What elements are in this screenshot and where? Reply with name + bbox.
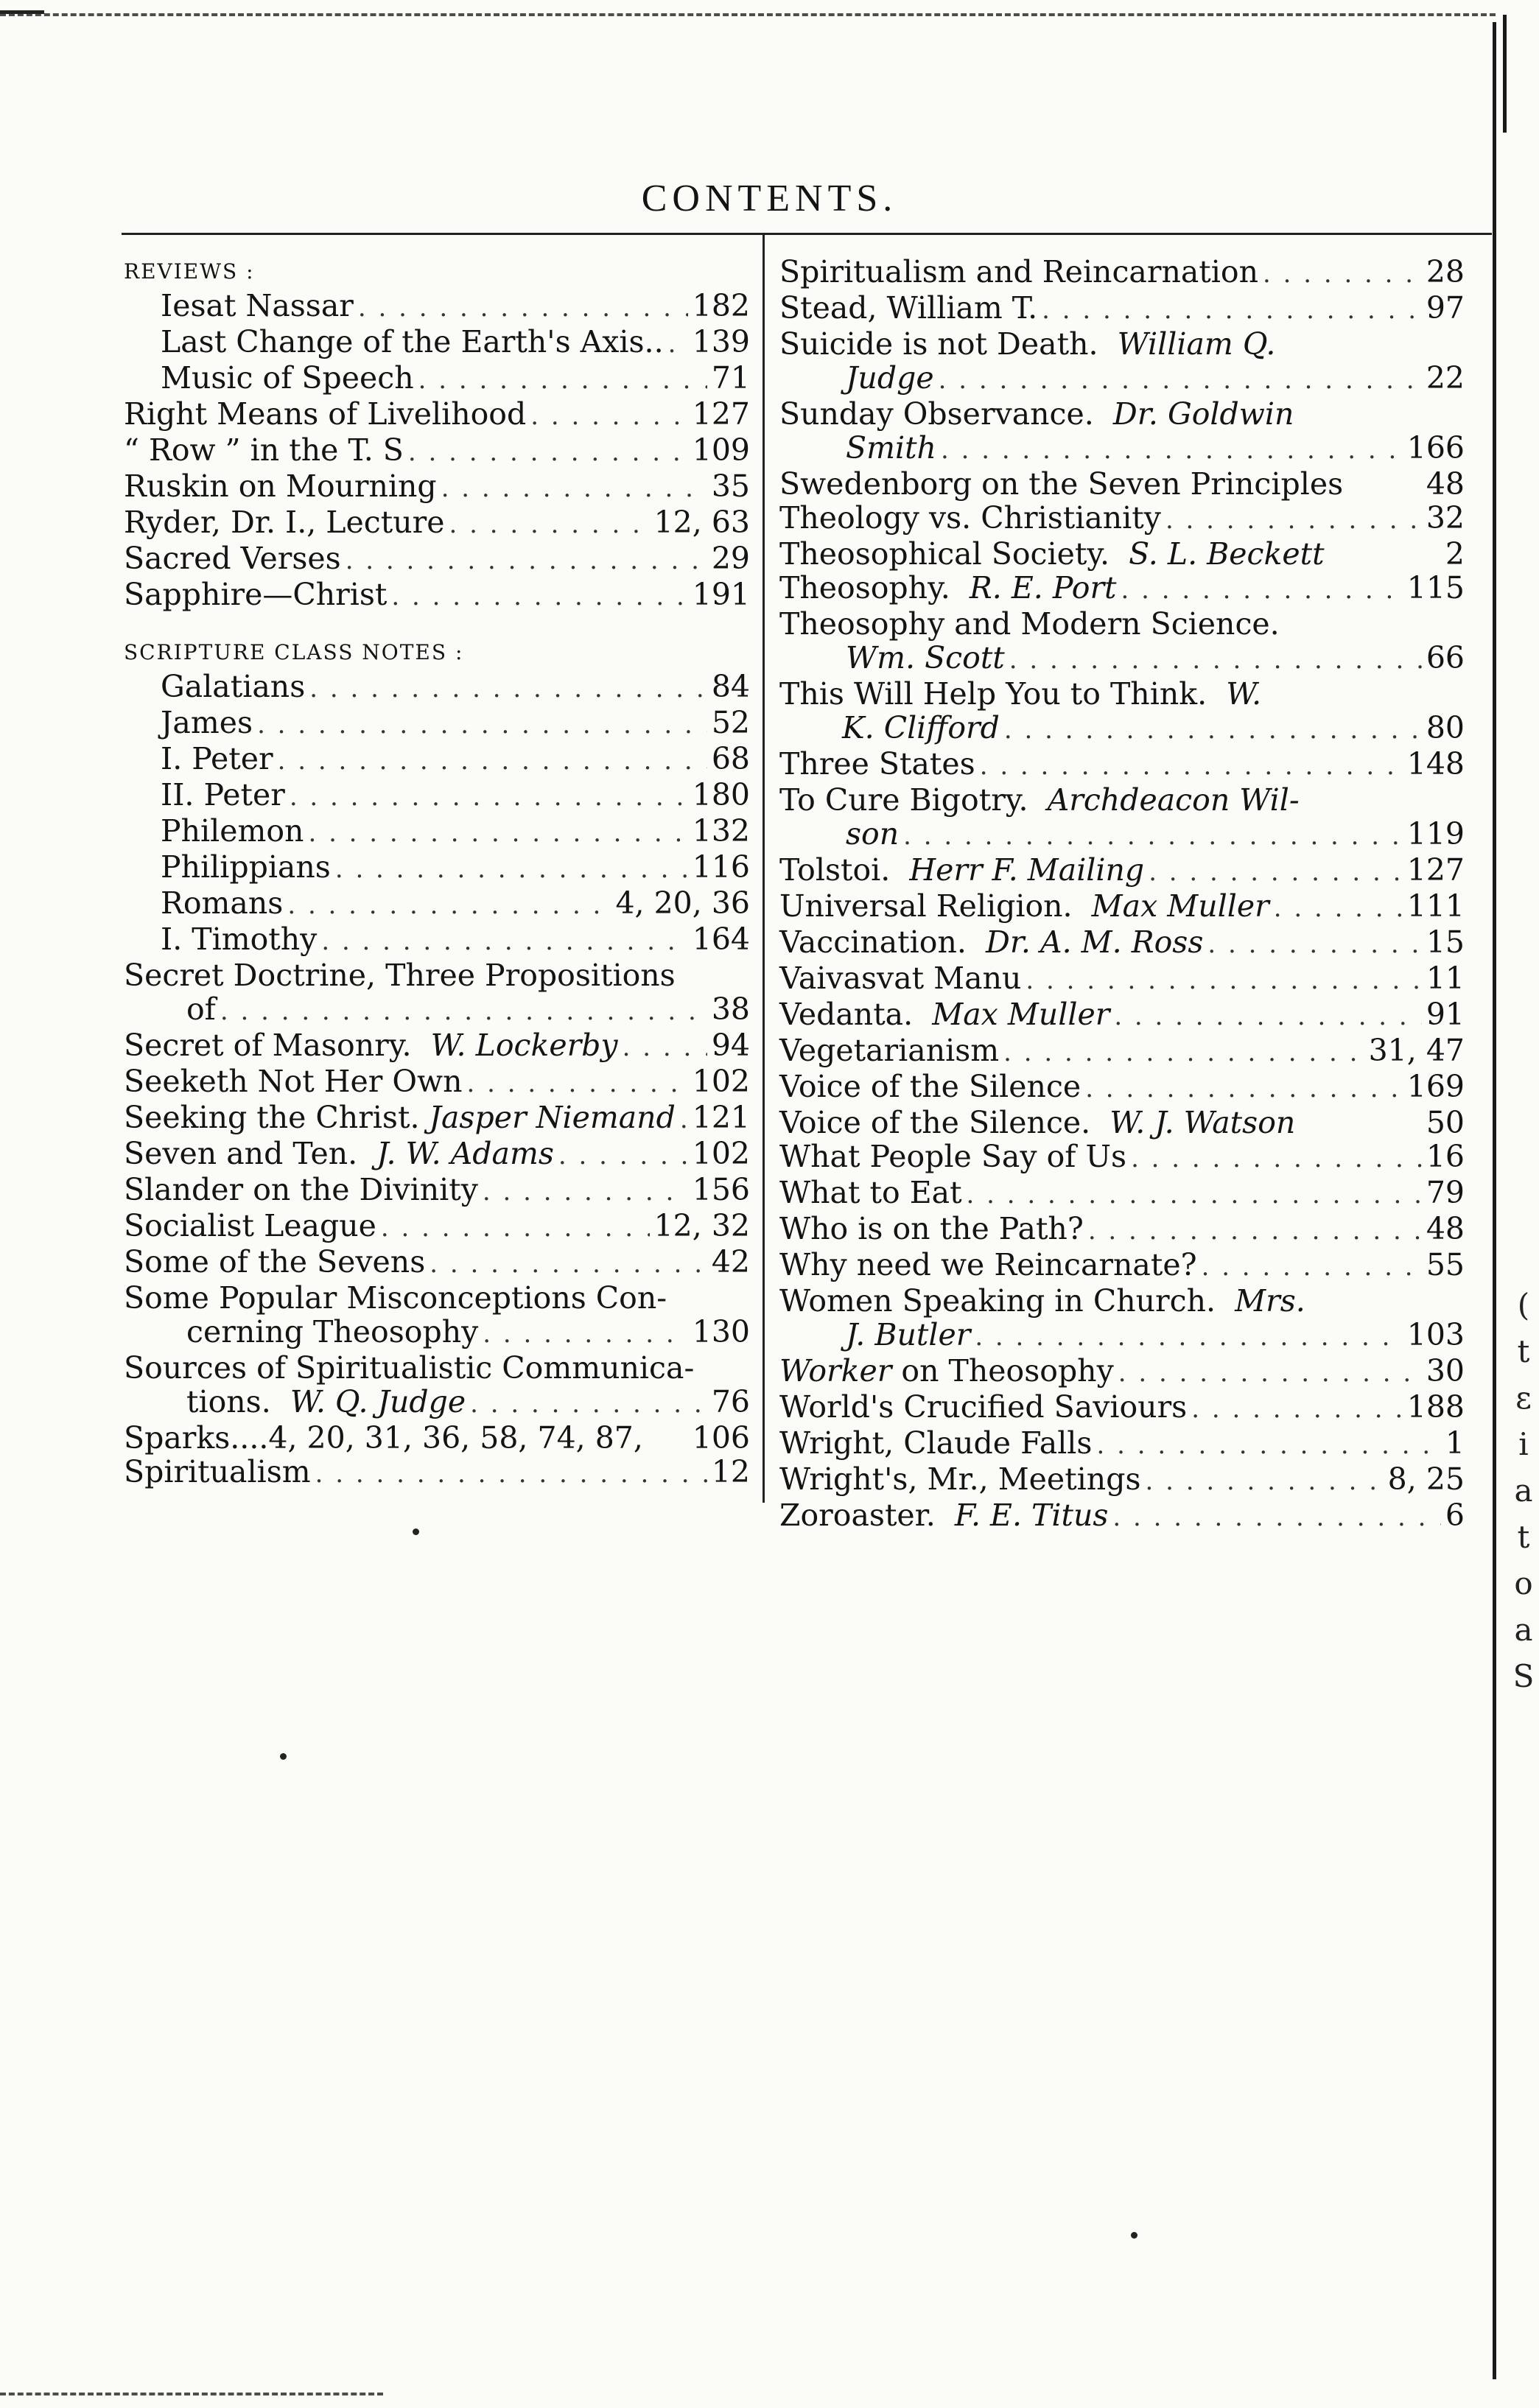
entry-label: Philemon xyxy=(161,813,304,849)
entry-author: W. Q. Judge xyxy=(290,1384,466,1419)
index-entry xyxy=(124,958,750,992)
index-entry-continuation xyxy=(779,1318,1465,1354)
entry-author: K. Clifford xyxy=(842,710,1000,745)
leader-dots xyxy=(558,1139,688,1173)
leader-dots xyxy=(680,1103,688,1137)
right-margin-rule xyxy=(1493,22,1496,2379)
index-entry xyxy=(124,1455,750,1491)
index-entry xyxy=(124,397,750,433)
page-number: 55 xyxy=(1426,1247,1465,1282)
page-number: 106 xyxy=(692,1420,750,1456)
paper-speck xyxy=(1131,2232,1137,2239)
page-number: 102 xyxy=(692,1136,750,1171)
page-number: 97 xyxy=(1426,290,1465,326)
leader-dots xyxy=(430,1247,707,1281)
entry-author: Dr. Goldwin xyxy=(1112,396,1294,432)
index-entry xyxy=(124,1245,750,1281)
page-number: 164 xyxy=(692,922,750,957)
entry-label: World's Crucified Saviours xyxy=(779,1389,1188,1425)
index-entry-continuation xyxy=(779,361,1465,397)
entry-label: Ryder, Dr. I., Lecture xyxy=(124,505,445,540)
page-number: 79 xyxy=(1426,1175,1465,1210)
page-number: 30 xyxy=(1426,1353,1465,1389)
page-number: 139 xyxy=(692,324,750,359)
index-entry xyxy=(124,1173,750,1209)
leader-dots xyxy=(1121,573,1403,607)
entry-label: Vedanta. Max Muller xyxy=(779,997,1110,1032)
index-entry xyxy=(124,742,750,778)
entry-author: Dr. A. M. Ross xyxy=(985,924,1204,960)
page-number: 31, 47 xyxy=(1368,1033,1465,1068)
entry-label: Voice of the Silence xyxy=(779,1069,1081,1104)
entry-author: Jasper Niemand xyxy=(429,1100,676,1135)
index-entry xyxy=(124,578,750,614)
entry-label: I. Timothy xyxy=(161,922,318,957)
leader-dots xyxy=(441,471,707,505)
index-entry xyxy=(124,361,750,397)
entry-author: J. Butler xyxy=(846,1317,971,1352)
entry-label: Sparks....4, 20, 31, 36, 58, 74, 87, xyxy=(124,1420,643,1456)
page-number: 50 xyxy=(1426,1105,1465,1140)
index-entry xyxy=(779,1176,1465,1212)
leader-dots xyxy=(980,749,1403,783)
page-number: 80 xyxy=(1426,710,1465,745)
entry-label: Voice of the Silence. W. J. Watson xyxy=(779,1105,1296,1140)
entry-author: Max Muller xyxy=(1091,888,1269,924)
index-entry xyxy=(124,922,750,958)
page-number: 91 xyxy=(1426,997,1465,1032)
index-entry xyxy=(124,886,750,922)
entry-label: Galatians xyxy=(161,669,306,704)
page-number: 15 xyxy=(1426,924,1465,960)
page-number: 12, 63 xyxy=(653,505,750,540)
page-number: 76 xyxy=(711,1384,750,1419)
entry-author: Archdeacon Wil- xyxy=(1047,782,1300,818)
leader-dots xyxy=(1207,927,1421,961)
entry-label: Theology vs. Christianity xyxy=(779,500,1161,536)
entry-label: Who is on the Path? xyxy=(779,1211,1084,1246)
leader-dots xyxy=(315,1457,707,1491)
leader-dots xyxy=(466,1067,687,1101)
entry-label: Wright's, Mr., Meetings xyxy=(779,1461,1141,1497)
index-entry xyxy=(124,1137,750,1173)
entry-label: Seven and Ten. J. W. Adams xyxy=(124,1136,554,1171)
index-entry-continuation xyxy=(779,431,1465,467)
index-entry xyxy=(124,1421,750,1455)
page-number: 166 xyxy=(1406,430,1465,466)
leader-dots xyxy=(1114,1000,1422,1033)
entry-label: Spiritualism and Reincarnation xyxy=(779,254,1258,289)
index-entry-continuation xyxy=(779,711,1465,747)
entry-label: Spiritualism xyxy=(124,1454,311,1489)
page-number: 182 xyxy=(692,288,750,323)
bottom-dashed-border xyxy=(0,2393,383,2395)
entry-author: son xyxy=(846,816,900,852)
facing-page-bleed-through: ( t ε i a t o a S xyxy=(1512,1287,1535,1694)
leader-dots xyxy=(939,363,1422,397)
entry-label: Romans xyxy=(161,885,284,921)
index-entry xyxy=(124,1209,750,1245)
page-number: 127 xyxy=(692,396,750,432)
page-number: 68 xyxy=(711,741,750,776)
entry-label: “ Row ” in the T. S xyxy=(124,432,404,468)
index-entry xyxy=(779,677,1465,711)
entry-label: Universal Religion. Max Muller xyxy=(779,888,1269,924)
page-number: 180 xyxy=(692,777,750,812)
index-entry xyxy=(779,1498,1465,1534)
page-number: 1 xyxy=(1445,1425,1465,1461)
page-number: 48 xyxy=(1426,466,1465,502)
index-entry xyxy=(779,1033,1465,1070)
entry-label: Seeketh Not Her Own xyxy=(124,1064,463,1099)
index-entry-continuation xyxy=(779,641,1465,677)
leader-dots xyxy=(391,580,687,614)
section-heading-scripture: SCRIPTURE CLASS NOTES : xyxy=(124,640,464,664)
entry-label: II. Peter xyxy=(161,777,285,812)
page-number: 191 xyxy=(692,577,750,612)
entry-label: of xyxy=(186,991,216,1027)
entry-label: To Cure Bigotry. Archdeacon Wil- xyxy=(779,782,1300,818)
entry-label: Sacred Verses xyxy=(124,541,341,576)
page-number: 102 xyxy=(692,1064,750,1099)
entry-label: Women Speaking in Church. Mrs. xyxy=(779,1283,1305,1319)
index-entry xyxy=(124,289,750,325)
page-number: 42 xyxy=(711,1244,750,1280)
leader-dots xyxy=(408,435,688,469)
entry-label: Socialist League xyxy=(124,1208,376,1243)
leader-dots xyxy=(321,924,687,958)
index-entry xyxy=(779,1212,1465,1248)
index-entry xyxy=(779,961,1465,997)
entry-label: Zoroaster. F. E. Titus xyxy=(779,1498,1109,1533)
entry-label: Vegetarianism xyxy=(779,1033,1000,1068)
index-entry xyxy=(124,1101,750,1137)
entry-label: Suicide is not Death. William Q. xyxy=(779,326,1276,362)
entry-author: Worker xyxy=(779,1353,892,1389)
leader-dots xyxy=(1131,1142,1422,1176)
entry-label: This Will Help You to Think. W. xyxy=(779,676,1262,712)
entry-author: F. E. Titus xyxy=(954,1498,1109,1533)
page-number: 2 xyxy=(1445,536,1465,572)
entry-label: Vaccination. Dr. A. M. Ross xyxy=(779,924,1204,960)
index-entry xyxy=(124,778,750,814)
entry-author: J. W. Adams xyxy=(376,1136,554,1171)
index-entry-continuation xyxy=(124,1385,750,1421)
index-entry xyxy=(779,1284,1465,1318)
entry-label: What People Say of Us xyxy=(779,1139,1127,1174)
index-entry xyxy=(779,1248,1465,1284)
leader-dots xyxy=(1096,1428,1440,1462)
entry-label: Slander on the Divinity xyxy=(124,1172,478,1207)
entry-label: Theosophical Society. S. L. Beckett xyxy=(779,536,1325,572)
entry-label: tions. W. Q. Judge xyxy=(186,1384,466,1419)
index-entry xyxy=(779,783,1465,817)
index-entry xyxy=(779,925,1465,961)
page-number: 4, 20, 36 xyxy=(615,885,750,921)
page-number: 16 xyxy=(1426,1139,1465,1174)
page-number: 28 xyxy=(1426,254,1465,289)
index-entry xyxy=(779,255,1465,291)
index-left-column xyxy=(124,255,750,1491)
index-entry xyxy=(779,1140,1465,1176)
entry-label: Vaivasvat Manu xyxy=(779,961,1022,996)
leader-dots xyxy=(530,399,688,433)
entry-label: Secret Doctrine, Three Propositions xyxy=(124,958,676,993)
leader-dots xyxy=(470,1387,707,1421)
page-number: 103 xyxy=(1406,1317,1465,1352)
column-divider xyxy=(763,234,765,1503)
page-number: 94 xyxy=(711,1028,750,1063)
leader-dots xyxy=(1191,1392,1403,1426)
entry-label: Sources of Spiritualistic Communica- xyxy=(124,1350,695,1386)
page-number: 132 xyxy=(692,813,750,849)
page-number: 127 xyxy=(1406,852,1465,888)
entry-author: Herr F. Mailing xyxy=(909,852,1145,888)
leader-dots xyxy=(903,819,1403,853)
leader-dots xyxy=(1009,643,1422,677)
page-number: 119 xyxy=(1406,816,1465,852)
index-entry xyxy=(124,814,750,850)
leader-dots xyxy=(418,363,707,397)
index-entry xyxy=(124,433,750,469)
page-number: 48 xyxy=(1426,1211,1465,1246)
leader-dots xyxy=(1274,891,1403,925)
entry-label: I. Peter xyxy=(161,741,273,776)
index-entry xyxy=(124,1064,750,1101)
page-number: 156 xyxy=(692,1172,750,1207)
index-entry xyxy=(124,706,750,742)
index-entry xyxy=(124,670,750,706)
leader-dots xyxy=(623,1031,707,1064)
index-entry xyxy=(124,1351,750,1385)
leader-dots xyxy=(1088,1214,1422,1248)
entry-label: Tolstoi. Herr F. Mailing xyxy=(779,852,1145,888)
header-rule xyxy=(122,233,1492,235)
entry-label: cerning Theosophy xyxy=(186,1314,479,1349)
leader-dots xyxy=(668,327,688,361)
entry-author: W. Lockerby xyxy=(430,1028,618,1063)
leader-dots xyxy=(278,744,707,778)
entry-label: Theosophy and Modern Science. xyxy=(779,606,1280,642)
entry-label: What to Eat xyxy=(779,1175,962,1210)
entry-author: Judge xyxy=(846,360,934,396)
index-entry xyxy=(124,1281,750,1315)
page-number: 11 xyxy=(1426,961,1465,996)
page-number: 115 xyxy=(1406,570,1465,605)
entry-label: Some Popular Misconceptions Con- xyxy=(124,1280,667,1316)
index-entry xyxy=(124,469,750,505)
page-number: 35 xyxy=(711,468,750,504)
leader-dots xyxy=(1004,713,1422,747)
page-title: CONTENTS. xyxy=(641,178,898,220)
page-number: 84 xyxy=(711,669,750,704)
entry-author: Wm. Scott xyxy=(846,640,1005,675)
index-entry xyxy=(779,1354,1465,1390)
entry-label: Wright, Claude Falls xyxy=(779,1425,1093,1461)
leader-dots xyxy=(975,1320,1402,1354)
index-entry xyxy=(779,889,1465,925)
index-entry-continuation xyxy=(779,817,1465,853)
index-entry xyxy=(779,571,1465,607)
leader-dots xyxy=(1145,1464,1383,1498)
page-number: 169 xyxy=(1406,1069,1465,1104)
leader-dots xyxy=(346,544,707,578)
leader-dots xyxy=(1202,1250,1422,1284)
index-entry xyxy=(779,291,1465,327)
index-entry xyxy=(779,747,1465,783)
index-entry xyxy=(779,853,1465,889)
page-number: 121 xyxy=(692,1100,750,1135)
entry-label: Three States xyxy=(779,746,975,782)
index-entry xyxy=(779,607,1465,641)
index-entry xyxy=(124,325,750,361)
entry-label: Swedenborg on the Seven Principles xyxy=(779,466,1344,502)
index-entry xyxy=(779,501,1465,537)
paper-speck xyxy=(280,1753,287,1760)
index-right-column xyxy=(779,255,1465,1534)
entry-label: Why need we Reincarnate? xyxy=(779,1247,1197,1282)
leader-dots xyxy=(1118,1356,1422,1390)
page-number: 22 xyxy=(1426,360,1465,396)
leader-dots xyxy=(967,1178,1422,1212)
index-entry xyxy=(124,505,750,541)
page-number: 29 xyxy=(711,541,750,576)
entry-author: S. L. Beckett xyxy=(1129,536,1325,572)
page-number: 6 xyxy=(1445,1498,1465,1533)
leader-dots xyxy=(1263,257,1422,291)
leader-dots xyxy=(941,433,1403,467)
right-margin-rule-top xyxy=(1503,15,1507,133)
leader-dots xyxy=(449,508,650,541)
entry-label: Ruskin on Mourning xyxy=(124,468,437,504)
leader-dots xyxy=(309,672,707,706)
leader-dots xyxy=(483,1175,688,1209)
page-number: 12 xyxy=(711,1454,750,1489)
entry-label: Right Means of Livelihood xyxy=(124,396,527,432)
leader-dots xyxy=(358,291,688,325)
leader-dots xyxy=(1085,1072,1403,1106)
index-entry xyxy=(779,997,1465,1033)
index-entry xyxy=(779,537,1465,571)
entry-author: Mrs. xyxy=(1235,1283,1305,1319)
page-number: 52 xyxy=(711,705,750,740)
leader-dots xyxy=(308,816,687,850)
index-entry-continuation xyxy=(124,1315,750,1351)
entry-label: Theosophy. R. E. Port xyxy=(779,570,1117,605)
page-number: 32 xyxy=(1426,500,1465,536)
entry-author: Smith xyxy=(846,430,936,466)
index-entry xyxy=(779,1462,1465,1498)
entry-label: Stead, William T. xyxy=(779,290,1038,326)
entry-label: Philippians xyxy=(161,849,331,885)
index-entry xyxy=(779,1426,1465,1462)
page-number: 109 xyxy=(692,432,750,468)
entry-author: R. E. Port xyxy=(969,570,1117,605)
index-entry xyxy=(124,1028,750,1064)
leader-dots xyxy=(335,852,688,886)
entry-label: Last Change of the Earth's Axis.. xyxy=(161,324,664,359)
leader-dots xyxy=(290,780,688,814)
index-entry xyxy=(779,1106,1465,1140)
index-entry xyxy=(124,850,750,886)
entry-label: Music of Speech xyxy=(161,360,414,396)
entry-label: Sunday Observance. Dr. Goldwin xyxy=(779,396,1294,432)
top-dashed-border xyxy=(0,13,1496,16)
page-number: 116 xyxy=(692,849,750,885)
entry-label: James xyxy=(161,705,253,740)
leader-dots xyxy=(287,888,611,922)
page-number: 188 xyxy=(1406,1389,1465,1425)
leader-dots xyxy=(381,1211,650,1245)
index-entry xyxy=(779,467,1465,501)
entry-author: Max Muller xyxy=(932,997,1110,1032)
leader-dots xyxy=(483,1317,687,1351)
leader-dots xyxy=(1042,293,1422,327)
entry-label: Seeking the Christ. Jasper Niemand xyxy=(124,1100,676,1135)
index-entry xyxy=(779,1070,1465,1106)
entry-label: Iesat Nassar xyxy=(161,288,354,323)
page-number: 66 xyxy=(1426,640,1465,675)
leader-dots xyxy=(1165,503,1422,537)
entry-label: Secret of Masonry. W. Lockerby xyxy=(124,1028,618,1063)
page-number: 71 xyxy=(711,360,750,396)
page-number: 12, 32 xyxy=(653,1208,750,1243)
index-entry xyxy=(779,327,1465,361)
entry-label: Some of the Sevens xyxy=(124,1244,426,1280)
section-heading-reviews: REVIEWS : xyxy=(124,259,255,284)
page-number: 8, 25 xyxy=(1387,1461,1465,1497)
index-entry xyxy=(779,1390,1465,1426)
leader-dots xyxy=(220,994,707,1028)
entry-label: Worker on Theosophy xyxy=(779,1353,1114,1389)
index-entry xyxy=(779,397,1465,431)
entry-label: Sapphire—Christ xyxy=(124,577,388,612)
leader-dots xyxy=(1149,855,1403,889)
leader-dots xyxy=(257,708,707,742)
page-number: 111 xyxy=(1406,888,1465,924)
leader-dots xyxy=(1026,963,1421,997)
page-number: 38 xyxy=(711,991,750,1027)
leader-dots xyxy=(1003,1036,1364,1070)
entry-author: W. xyxy=(1226,676,1262,712)
page-number: 130 xyxy=(692,1314,750,1349)
paper-speck xyxy=(413,1528,419,1535)
page-number: 148 xyxy=(1406,746,1465,782)
index-entry xyxy=(124,541,750,578)
index-entry-continuation xyxy=(124,992,750,1028)
entry-author: W. J. Watson xyxy=(1109,1105,1296,1140)
leader-dots xyxy=(1112,1500,1441,1534)
entry-author: William Q. xyxy=(1117,326,1276,362)
